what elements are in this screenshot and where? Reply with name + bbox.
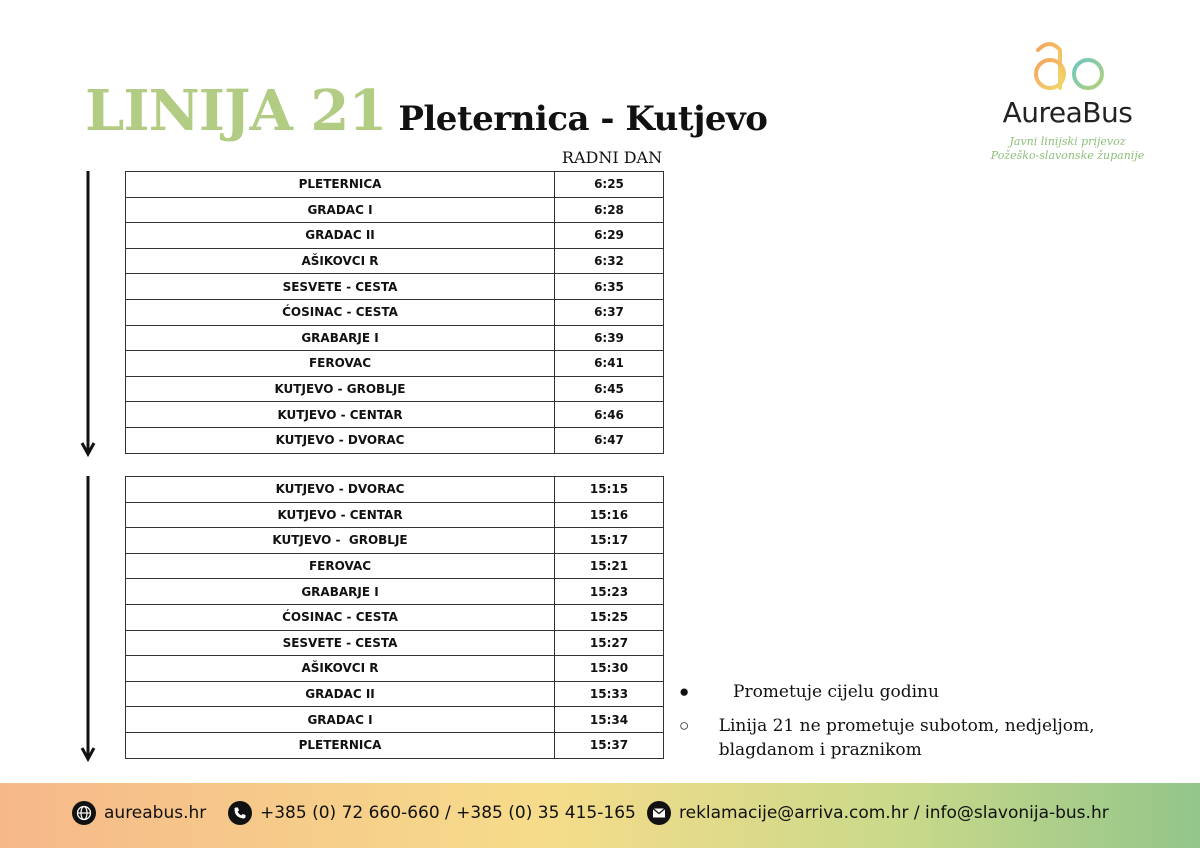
table-row	[126, 197, 664, 223]
departure-time: 6:45	[555, 376, 664, 402]
departure-time: 6:46	[555, 402, 664, 428]
table-row	[126, 656, 664, 682]
stop-name: FEROVAC	[126, 351, 555, 377]
website-link[interactable]: aureabus.hr	[104, 803, 207, 823]
table-row	[126, 172, 664, 198]
departure-time: 15:15	[555, 477, 664, 503]
table-row	[126, 553, 664, 579]
legend-item	[678, 680, 1148, 704]
stop-name: FEROVAC	[126, 553, 555, 579]
stop-name: GRADAC I	[126, 707, 555, 733]
logo-name: AureaBus	[1002, 96, 1133, 129]
departure-time: 15:16	[555, 502, 664, 528]
table-row	[126, 477, 664, 503]
departure-time: 6:35	[555, 274, 664, 300]
departure-time: 6:29	[555, 223, 664, 249]
logo-subtitle-line-1: Javni linijski prijevoz	[1009, 135, 1126, 148]
table-row	[126, 248, 664, 274]
departure-time: 6:41	[555, 351, 664, 377]
stop-name: GRADAC II	[126, 681, 555, 707]
departure-time: 6:37	[555, 299, 664, 325]
route-name: Pleternica - Kutjevo	[398, 99, 768, 139]
direction-arrow-return	[80, 476, 100, 764]
email-addresses[interactable]: reklamacije@arriva.com.hr / info@slavonija-bus.hr	[679, 803, 1109, 823]
column-header-working-day: RADNI DAN	[561, 148, 663, 167]
stop-name: PLETERNICA	[126, 172, 555, 198]
stop-name: KUTJEVO - GROBLJE	[126, 528, 555, 554]
stop-name: ĆOSINAC - CESTA	[126, 604, 555, 630]
stop-name: KUTJEVO - DVORAC	[126, 477, 555, 503]
table-row	[126, 528, 664, 554]
return-timetable	[125, 476, 664, 759]
table-row	[126, 274, 664, 300]
table-row	[126, 681, 664, 707]
table-row	[126, 351, 664, 377]
departure-time: 15:17	[555, 528, 664, 554]
footer-website[interactable]	[72, 801, 206, 825]
footer-email[interactable]	[647, 801, 1109, 825]
departure-time: 15:25	[555, 604, 664, 630]
footer	[0, 783, 1200, 848]
table-row	[126, 604, 664, 630]
departure-time: 6:47	[555, 427, 664, 453]
page-title	[85, 78, 767, 144]
departure-time: 6:39	[555, 325, 664, 351]
legend-item	[678, 714, 1148, 762]
footer-phone[interactable]	[228, 801, 636, 825]
stop-name: PLETERNICA	[126, 732, 555, 758]
direction-arrow-outbound	[80, 171, 100, 459]
logo-subtitle-line-2: Požeško-slavonske županije	[990, 149, 1145, 162]
stop-name: GRADAC II	[126, 223, 555, 249]
stop-name: GRABARJE I	[126, 325, 555, 351]
phone-numbers[interactable]: +385 (0) 72 660-660 / +385 (0) 35 415-165	[260, 803, 636, 823]
table-row	[126, 402, 664, 428]
table-row	[126, 427, 664, 453]
phone-icon	[228, 801, 252, 825]
stop-name: KUTJEVO - CENTAR	[126, 502, 555, 528]
legend-text: Prometuje cijelu godinu	[733, 682, 939, 702]
stop-name: SESVETE - CESTA	[126, 630, 555, 656]
table-row	[126, 502, 664, 528]
line-number-label: LINIJA 21	[85, 78, 387, 144]
table-row	[126, 579, 664, 605]
stop-name: KUTJEVO - GROBLJE	[126, 376, 555, 402]
logo-subtitle	[985, 135, 1150, 163]
globe-icon	[72, 801, 96, 825]
legend	[678, 680, 1148, 772]
departure-time: 15:23	[555, 579, 664, 605]
stop-name: GRADAC I	[126, 197, 555, 223]
departure-time: 6:32	[555, 248, 664, 274]
aureabus-logo	[985, 36, 1150, 163]
departure-time: 6:25	[555, 172, 664, 198]
stop-name: AŠIKOVCI R	[126, 656, 555, 682]
empty-circle-icon: ○	[679, 716, 690, 735]
stop-name: KUTJEVO - CENTAR	[126, 402, 555, 428]
table-row	[126, 299, 664, 325]
table-row	[126, 630, 664, 656]
departure-time: 15:27	[555, 630, 664, 656]
table-row	[126, 707, 664, 733]
stop-name: GRABARJE I	[126, 579, 555, 605]
outbound-timetable	[125, 171, 664, 454]
stop-name: SESVETE - CESTA	[126, 274, 555, 300]
mail-icon	[647, 801, 671, 825]
stop-name: KUTJEVO - DVORAC	[126, 427, 555, 453]
stop-name: AŠIKOVCI R	[126, 248, 555, 274]
departure-time: 15:33	[555, 681, 664, 707]
departure-time: 6:28	[555, 197, 664, 223]
departure-time: 15:34	[555, 707, 664, 733]
legend-text: Linija 21 ne prometuje subotom, nedjeljom, blagdanom i praznikom	[718, 716, 1095, 760]
departure-time: 15:21	[555, 553, 664, 579]
departure-time: 15:37	[555, 732, 664, 758]
table-row	[126, 223, 664, 249]
stop-name: ĆOSINAC - CESTA	[126, 299, 555, 325]
table-row	[126, 732, 664, 758]
filled-circle-icon: ●	[679, 682, 690, 701]
table-row	[126, 376, 664, 402]
table-row	[126, 325, 664, 351]
ab-logo-icon	[1028, 36, 1108, 94]
departure-time: 15:30	[555, 656, 664, 682]
